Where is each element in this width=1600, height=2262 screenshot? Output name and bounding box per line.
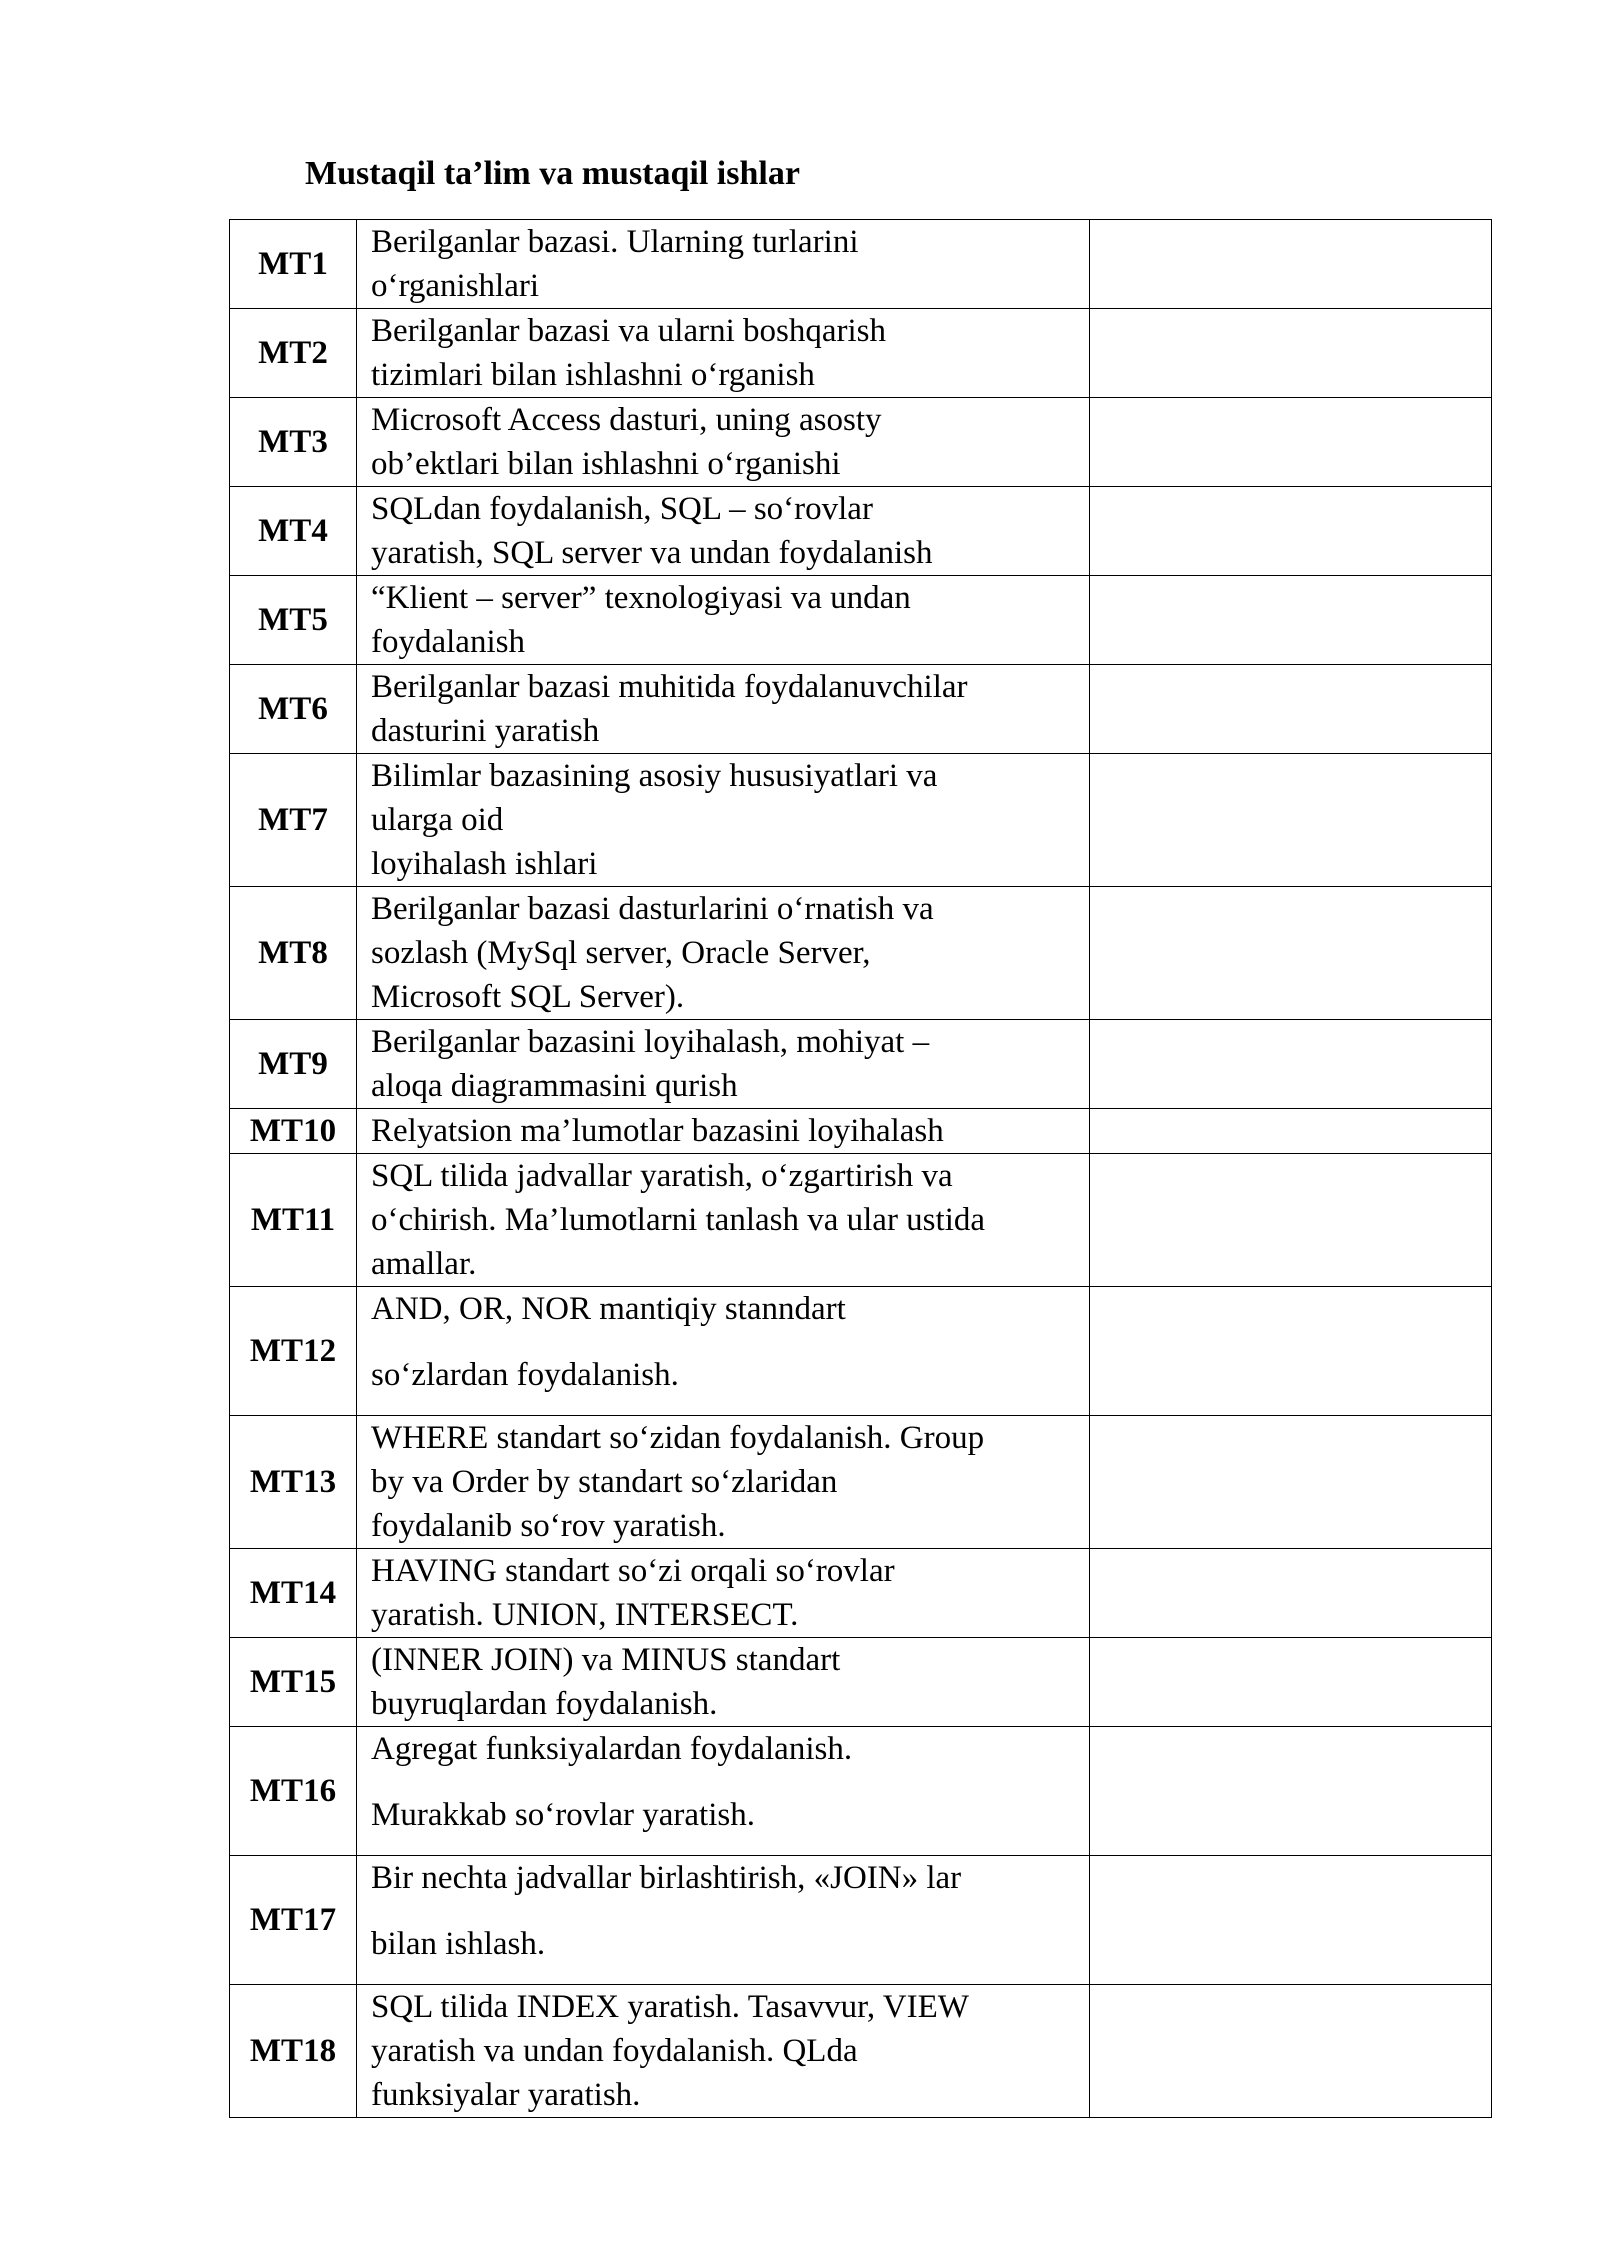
topic-code: MT2 bbox=[230, 309, 357, 398]
topic-description bbox=[357, 1985, 1090, 2118]
topic-code: MT18 bbox=[230, 1985, 357, 2118]
table-row bbox=[230, 1287, 1492, 1416]
empty-cell bbox=[1090, 1856, 1492, 1985]
empty-cell bbox=[1090, 887, 1492, 1020]
description-line: Bilimlar bazasining asosiy hususiyatlari va bbox=[371, 758, 938, 794]
topic-description bbox=[357, 1020, 1090, 1109]
table-row bbox=[230, 1856, 1492, 1985]
empty-cell bbox=[1090, 398, 1492, 487]
topic-code: MT13 bbox=[230, 1416, 357, 1549]
description-line: dasturini yaratish bbox=[371, 713, 600, 749]
topic-code: MT12 bbox=[230, 1287, 357, 1416]
topic-description bbox=[357, 576, 1090, 665]
description-line: AND, OR, NOR mantiqiy stanndart bbox=[371, 1291, 846, 1327]
empty-cell bbox=[1090, 1985, 1492, 2118]
topic-description bbox=[357, 398, 1090, 487]
description-line: so‘zlardan foydalanish. bbox=[371, 1357, 679, 1393]
description-line: ularga oid bbox=[371, 802, 504, 838]
topic-code: MT4 bbox=[230, 487, 357, 576]
description-line: “Klient – server” texnologiyasi va undan bbox=[371, 580, 911, 616]
table-row bbox=[230, 1985, 1492, 2118]
empty-cell bbox=[1090, 1727, 1492, 1856]
description-line: SQL tilida jadvallar yaratish, o‘zgartirish va bbox=[371, 1158, 953, 1194]
topic-description bbox=[357, 1154, 1090, 1287]
table-row bbox=[230, 887, 1492, 1020]
topic-code: MT10 bbox=[230, 1109, 357, 1154]
topic-code: MT11 bbox=[230, 1154, 357, 1287]
topic-code: MT15 bbox=[230, 1638, 357, 1727]
topic-code: MT16 bbox=[230, 1727, 357, 1856]
description-line: Berilganlar bazasi muhitida foydalanuvchilar bbox=[371, 669, 968, 705]
empty-cell bbox=[1090, 1638, 1492, 1727]
empty-cell bbox=[1090, 309, 1492, 398]
topic-description bbox=[357, 220, 1090, 309]
empty-cell bbox=[1090, 1020, 1492, 1109]
topic-description bbox=[357, 1287, 1090, 1416]
description-line: yaratish va undan foydalanish. QLda bbox=[371, 2033, 858, 2069]
table-row bbox=[230, 1154, 1492, 1287]
empty-cell bbox=[1090, 754, 1492, 887]
description-line: yaratish. UNION, INTERSECT. bbox=[371, 1597, 799, 1633]
empty-cell bbox=[1090, 576, 1492, 665]
description-line: Berilganlar bazasi. Ularning turlarini bbox=[371, 224, 859, 260]
table-row bbox=[230, 487, 1492, 576]
topic-description bbox=[357, 1416, 1090, 1549]
empty-cell bbox=[1090, 665, 1492, 754]
description-line: WHERE standart so‘zidan foydalanish. Group bbox=[371, 1420, 985, 1456]
description-line: o‘rganishlari bbox=[371, 268, 540, 304]
topic-code: MT14 bbox=[230, 1549, 357, 1638]
table-row bbox=[230, 220, 1492, 309]
empty-cell bbox=[1090, 1416, 1492, 1549]
table-row bbox=[230, 1020, 1492, 1109]
description-line: loyihalash ishlari bbox=[371, 846, 598, 882]
table-row bbox=[230, 576, 1492, 665]
description-line: buyruqlardan foydalanish. bbox=[371, 1686, 718, 1722]
description-line: Murakkab so‘rovlar yaratish. bbox=[371, 1797, 755, 1833]
empty-cell bbox=[1090, 1154, 1492, 1287]
description-line: Berilganlar bazasi dasturlarini o‘rnatish va bbox=[371, 891, 934, 927]
table-row bbox=[230, 1109, 1492, 1154]
table-body bbox=[230, 220, 1492, 2118]
topic-code: MT1 bbox=[230, 220, 357, 309]
topic-description bbox=[357, 1549, 1090, 1638]
topic-code: MT7 bbox=[230, 754, 357, 887]
page-title: Mustaqil ta’lim va mustaqil ishlar bbox=[305, 155, 800, 192]
table-row bbox=[230, 754, 1492, 887]
table-row bbox=[230, 309, 1492, 398]
description-line: Microsoft SQL Server). bbox=[371, 979, 685, 1015]
description-line: SQL tilida INDEX yaratish. Tasavvur, VIEW bbox=[371, 1989, 969, 2025]
description-line: (INNER JOIN) va MINUS standart bbox=[371, 1642, 841, 1678]
topic-description bbox=[357, 887, 1090, 1020]
description-line: HAVING standart so‘zi orqali so‘rovlar bbox=[371, 1553, 895, 1589]
empty-cell bbox=[1090, 487, 1492, 576]
description-line: foydalanib so‘rov yaratish. bbox=[371, 1508, 726, 1544]
table-row bbox=[230, 1416, 1492, 1549]
table-row bbox=[230, 1727, 1492, 1856]
table-row bbox=[230, 398, 1492, 487]
topic-description bbox=[357, 1638, 1090, 1727]
description-line: tizimlari bilan ishlashni o‘rganish bbox=[371, 357, 815, 393]
description-line: o‘chirish. Ma’lumotlarni tanlash va ular ustida bbox=[371, 1202, 986, 1238]
topic-description bbox=[357, 754, 1090, 887]
empty-cell bbox=[1090, 1549, 1492, 1638]
description-line: Bir nechta jadvallar birlashtirish, «JOIN» lar bbox=[371, 1860, 962, 1896]
description-line: Agregat funksiyalardan foydalanish. bbox=[371, 1731, 853, 1767]
topic-code: MT3 bbox=[230, 398, 357, 487]
topic-description bbox=[357, 1856, 1090, 1985]
topic-description bbox=[357, 665, 1090, 754]
description-line: bilan ishlash. bbox=[371, 1926, 546, 1962]
description-line: Berilganlar bazasi va ularni boshqarish bbox=[371, 313, 886, 349]
description-line: funksiyalar yaratish. bbox=[371, 2077, 641, 2113]
empty-cell bbox=[1090, 1109, 1492, 1154]
description-line: SQLdan foydalanish, SQL – so‘rovlar bbox=[371, 491, 873, 527]
topic-description bbox=[357, 487, 1090, 576]
topic-code: MT9 bbox=[230, 1020, 357, 1109]
empty-cell bbox=[1090, 1287, 1492, 1416]
topic-description bbox=[357, 309, 1090, 398]
description-line: foydalanish bbox=[371, 624, 525, 660]
topic-code: MT6 bbox=[230, 665, 357, 754]
description-line: Microsoft Access dasturi, uning asosty bbox=[371, 402, 882, 438]
description-line: Relyatsion ma’lumotlar bazasini loyihalash bbox=[371, 1113, 944, 1149]
description-line: Berilganlar bazasini loyihalash, mohiyat – bbox=[371, 1024, 930, 1060]
topics-table bbox=[229, 219, 1492, 2118]
description-line: amallar. bbox=[371, 1246, 477, 1282]
table-row bbox=[230, 1638, 1492, 1727]
description-line: aloqa diagrammasini qurish bbox=[371, 1068, 738, 1104]
topic-code: MT17 bbox=[230, 1856, 357, 1985]
table-row bbox=[230, 665, 1492, 754]
description-line: yaratish, SQL server va undan foydalanish bbox=[371, 535, 933, 571]
topic-description bbox=[357, 1727, 1090, 1856]
topic-description bbox=[357, 1109, 1090, 1154]
topic-code: MT5 bbox=[230, 576, 357, 665]
description-line: sozlash (MySql server, Oracle Server, bbox=[371, 935, 871, 971]
description-line: ob’ektlari bilan ishlashni o‘rganishi bbox=[371, 446, 841, 482]
description-line: by va Order by standart so‘zlaridan bbox=[371, 1464, 838, 1500]
topic-code: MT8 bbox=[230, 887, 357, 1020]
empty-cell bbox=[1090, 220, 1492, 309]
table-row bbox=[230, 1549, 1492, 1638]
